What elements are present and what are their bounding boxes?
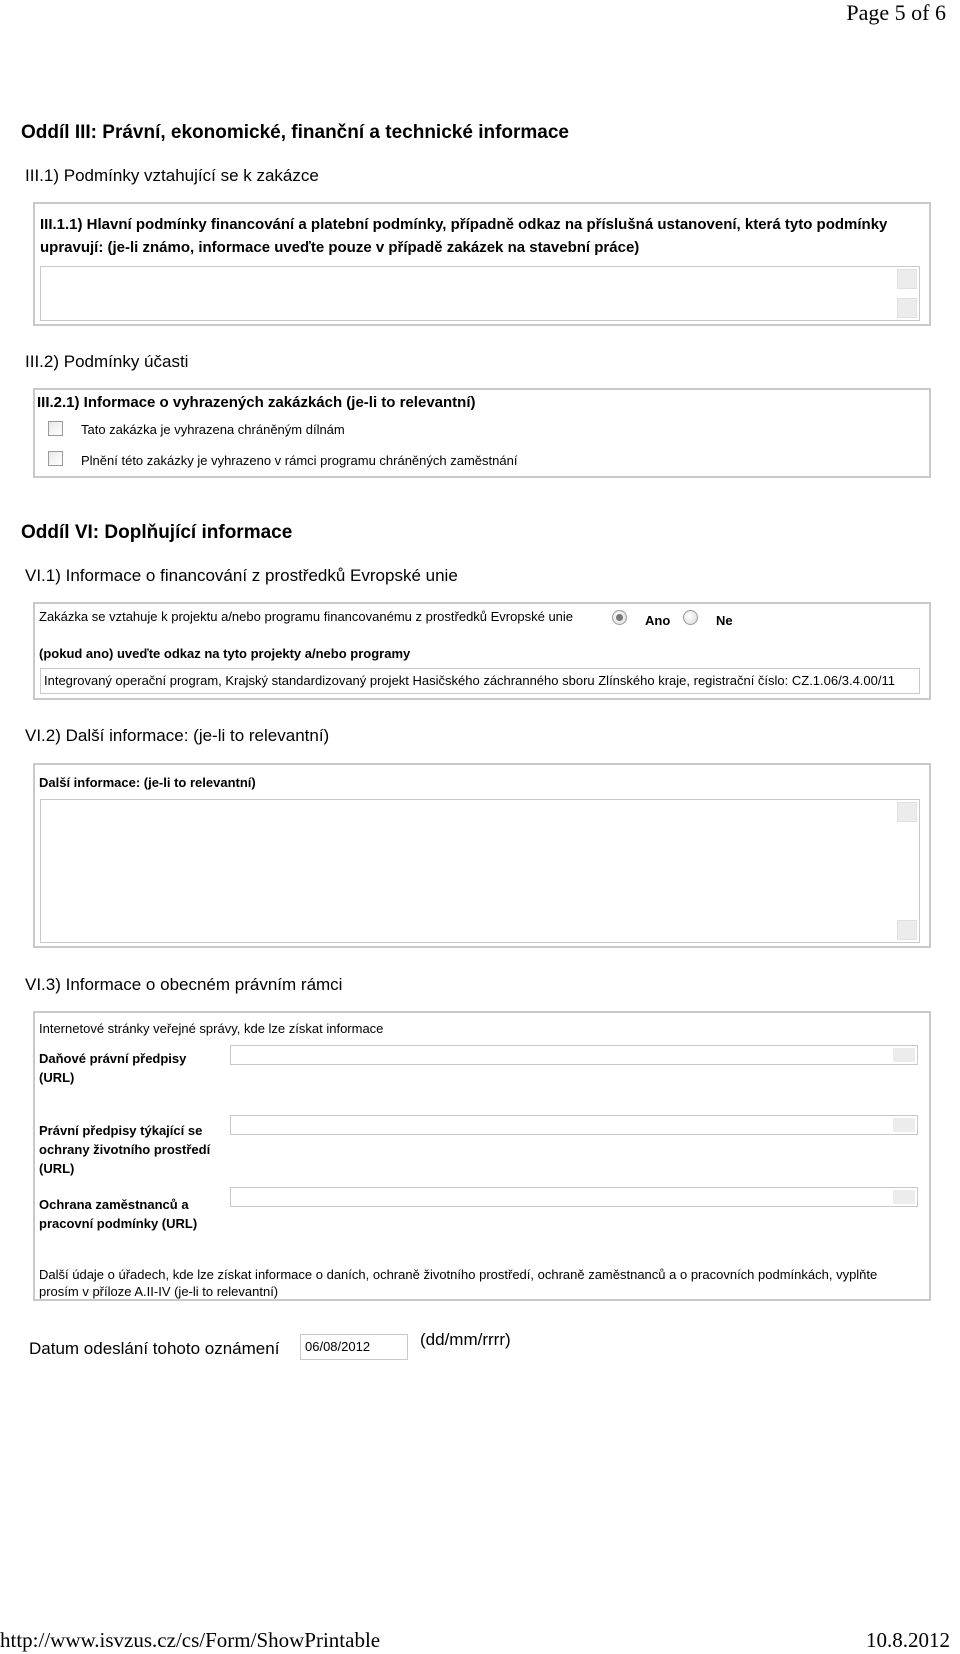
reserved-workshops-checkbox[interactable] (48, 421, 63, 436)
tax-label-line2: (URL) (39, 1070, 75, 1085)
footer-date: 10.8.2012 (866, 1628, 950, 1652)
reserved-employment-label: Plnění této zakázky je vyhrazeno v rámci programu chráněných zaměstnání (81, 453, 518, 468)
reserved-employment-checkbox[interactable] (48, 451, 63, 466)
date-label: Datum odeslání tohoto oznámení (29, 1339, 280, 1358)
other-info-textarea[interactable] (40, 799, 920, 943)
eu-yes-radio[interactable] (612, 610, 627, 625)
eu-no-label: Ne (716, 613, 733, 628)
page-number: Page 5 of 6 (846, 0, 946, 25)
section-iii-2-title: III.2) Podmínky účasti (25, 352, 189, 371)
eu-yes-label: Ano (645, 613, 671, 628)
scrollbar-up[interactable] (897, 802, 917, 822)
eu-funding-question: Zakázka se vztahuje k projektu a/nebo programu financovanému z prostředků Evropské unie (39, 609, 574, 624)
env-url-input[interactable] (230, 1115, 918, 1135)
box-vi-2 (33, 763, 931, 948)
box-iii-2-1 (33, 388, 931, 478)
scrollbar-down[interactable] (897, 920, 917, 940)
annex-note-line2: prosím v příloze A.II-IV (je-li to relevantní) (39, 1284, 279, 1299)
tax-label-line1: Daňové právní předpisy (39, 1051, 187, 1066)
footer-url: http://www.isvzus.cz/cs/Form/ShowPrintable (0, 1628, 381, 1652)
env-label-line3: (URL) (39, 1161, 75, 1176)
box-vi-1 (33, 602, 931, 700)
date-format: (dd/mm/rrrr) (420, 1330, 511, 1349)
labour-label-line1: Ochrana zaměstnanců a (39, 1197, 189, 1212)
reserved-workshops-label: Tato zakázka je vyhrazena chráněným dílnám (81, 422, 345, 437)
section-iii-1-title: III.1) Podmínky vztahující se k zakázce (25, 166, 319, 185)
env-label-line2: ochrany životního prostředí (39, 1142, 211, 1157)
q-iii-1-1-line1: III.1.1) Hlavní podmínky financování a platební podmínky, případně odkaz na příslušná ustanovení, která tyto podmínky (40, 216, 888, 233)
q-iii-2-1: III.2.1) Informace o vyhrazených zakázkách (je-li to relevantní) (37, 394, 476, 411)
labour-url-input[interactable] (230, 1187, 918, 1207)
labour-label (39, 1195, 197, 1233)
tax-label (39, 1049, 186, 1087)
labour-label-line2: pracovní podmínky (URL) (39, 1216, 198, 1231)
section-vi-1-title: VI.1) Informace o financování z prostředků Evropské unie (25, 566, 458, 585)
section-vi-3-title: VI.3) Informace o obecném právním rámci (25, 975, 343, 994)
input-handle (893, 1190, 915, 1204)
scrollbar-up[interactable] (897, 269, 917, 289)
date-value: 06/08/2012 (305, 1339, 371, 1354)
scrollbar-down[interactable] (897, 298, 917, 318)
annex-note-line1: Další údaje o úřadech, kde lze získat informace o daních, ochraně životního prostředí, ochraně zaměstnanců a o pracovních podmínkách, vyplňte (39, 1267, 878, 1282)
env-label-line1: Právní předpisy týkající se (39, 1123, 203, 1138)
section-vi-title: Oddíl VI: Doplňující informace (21, 522, 293, 543)
env-label (39, 1121, 210, 1178)
input-handle (893, 1118, 915, 1132)
box-vi-3 (33, 1011, 931, 1301)
eu-ref-value: Integrovaný operační program, Krajský standardizovaný projekt Hasičského záchranného sboru Zlínského kraje, registrační číslo: CZ.1.06/3.4.00/11 (44, 673, 895, 688)
web-info-label: Internetové stránky veřejné správy, kde lze získat informace (39, 1021, 384, 1036)
section-vi-2-title: VI.2) Další informace: (je-li to relevantní) (25, 726, 330, 745)
eu-no-radio[interactable] (683, 610, 698, 625)
eu-ref-label: (pokud ano) uveďte odkaz na tyto projekty a/nebo programy (39, 646, 411, 661)
box-iii-1-1 (33, 202, 931, 326)
eu-ref-input[interactable] (40, 668, 920, 694)
date-input[interactable] (300, 1334, 408, 1360)
input-handle (893, 1048, 915, 1062)
q-iii-1-1-line2: upravují: (je-li známo, informace uveďte pouze v případě zakázek na stavební práce) (40, 239, 640, 256)
financing-conditions-textarea[interactable] (40, 266, 920, 321)
tax-url-input[interactable] (230, 1045, 918, 1065)
other-info-label: Další informace: (je-li to relevantní) (39, 775, 256, 790)
section-iii-title: Oddíl III: Právní, ekonomické, finanční a technické informace (21, 122, 569, 143)
